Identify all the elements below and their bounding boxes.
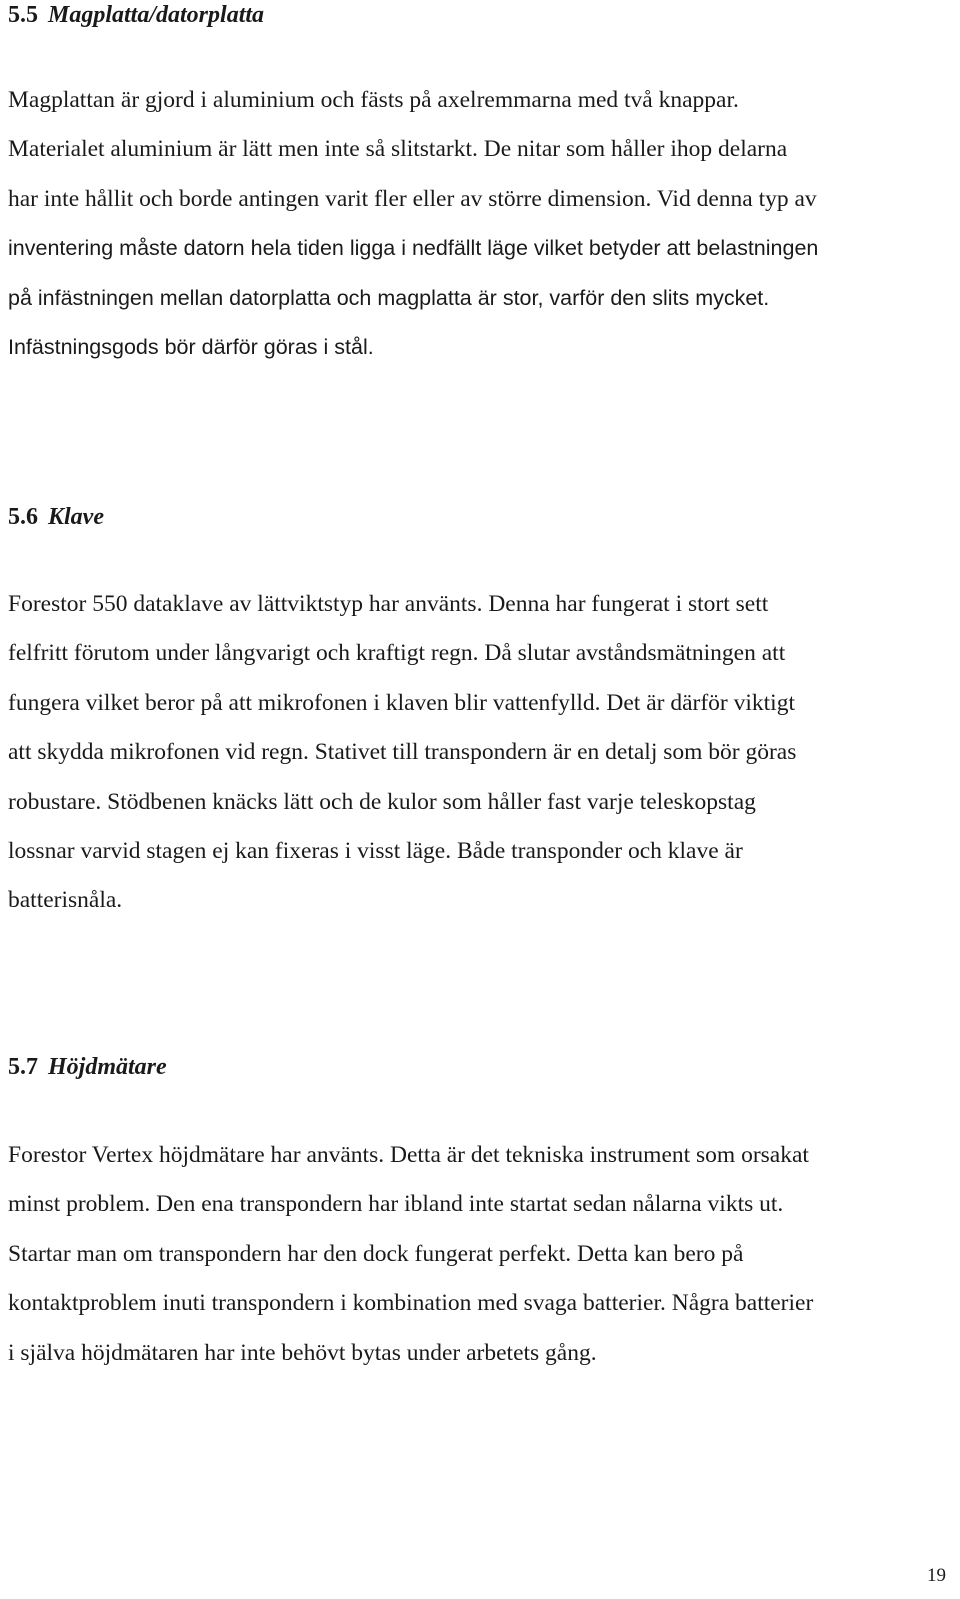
section-title: Höjdmätare — [48, 1054, 167, 1080]
paragraph-line: Startar man om transpondern har den dock fungerat perfekt. Detta kan bero på — [8, 1240, 744, 1267]
paragraph-line: lossnar varvid stagen ej kan fixeras i visst läge. Både transponder och klave är — [8, 837, 743, 864]
paragraph-line: har inte hållit och borde antingen varit fler eller av större dimension. Vid denna typ av — [8, 185, 817, 212]
section-heading-5-5 — [8, 0, 264, 30]
paragraph-line: att skydda mikrofonen vid regn. Stativet till transpondern är en detalj som bör göras — [8, 739, 797, 766]
paragraph-line: på infästningen mellan datorplatta och magplatta är stor, varför den slits mycket. — [8, 285, 770, 310]
section-heading-5-6 — [8, 502, 104, 532]
paragraph-line: Forestor Vertex höjdmätare har använts. Detta är det tekniska instrument som orsakat — [8, 1142, 809, 1168]
paragraph-line: Magplattan är gjord i aluminium och fästs på axelremmarna med två knappar. — [8, 87, 739, 113]
section-number: 5.6 — [8, 504, 38, 530]
paragraph-line: Forestor 550 dataklave av lättviktstyp har använts. Denna har fungerat i stort sett — [8, 591, 769, 617]
paragraph-line: robustare. Stödbenen knäcks lätt och de kulor som håller fast varje teleskopstag — [8, 788, 756, 815]
section-number: 5.7 — [8, 1054, 38, 1080]
paragraph-line: inventering måste datorn hela tiden ligga i nedfällt läge vilket betyder att belastningen — [8, 236, 819, 261]
paragraph-klave — [8, 580, 796, 926]
paragraph-line: felfritt förutom under långvarigt och kraftigt regn. Då slutar avståndsmätningen att — [8, 640, 786, 667]
paragraph-line: kontaktproblem inuti transpondern i kombination med svaga batterier. Några batterier — [8, 1290, 814, 1317]
paragraph-hojdmatare — [8, 1131, 813, 1378]
page-number: 19 — [927, 1565, 946, 1586]
paragraph-line: batterisnåla. — [8, 887, 123, 914]
section-title: Magplatta/datorplatta — [48, 2, 265, 28]
paragraph-line: Infästningsgods bör därför göras i stål. — [8, 334, 374, 359]
paragraph-line: fungera vilket beror på att mikrofonen i klaven blir vattenfylld. Det är därför viktigt — [8, 689, 795, 716]
section-number: 5.5 — [8, 2, 38, 28]
paragraph-line: i själva höjdmätaren har inte behövt bytas under arbetets gång. — [8, 1339, 597, 1366]
paragraph-magplatta — [8, 76, 818, 372]
section-title: Klave — [48, 504, 104, 530]
section-heading-5-7 — [8, 1052, 167, 1082]
paragraph-line: Materialet aluminium är lätt men inte så slitstarkt. De nitar som håller ihop delarna — [8, 136, 788, 163]
paragraph-line: minst problem. Den ena transpondern har ibland inte startat sedan nålarna vikts ut. — [8, 1191, 784, 1218]
